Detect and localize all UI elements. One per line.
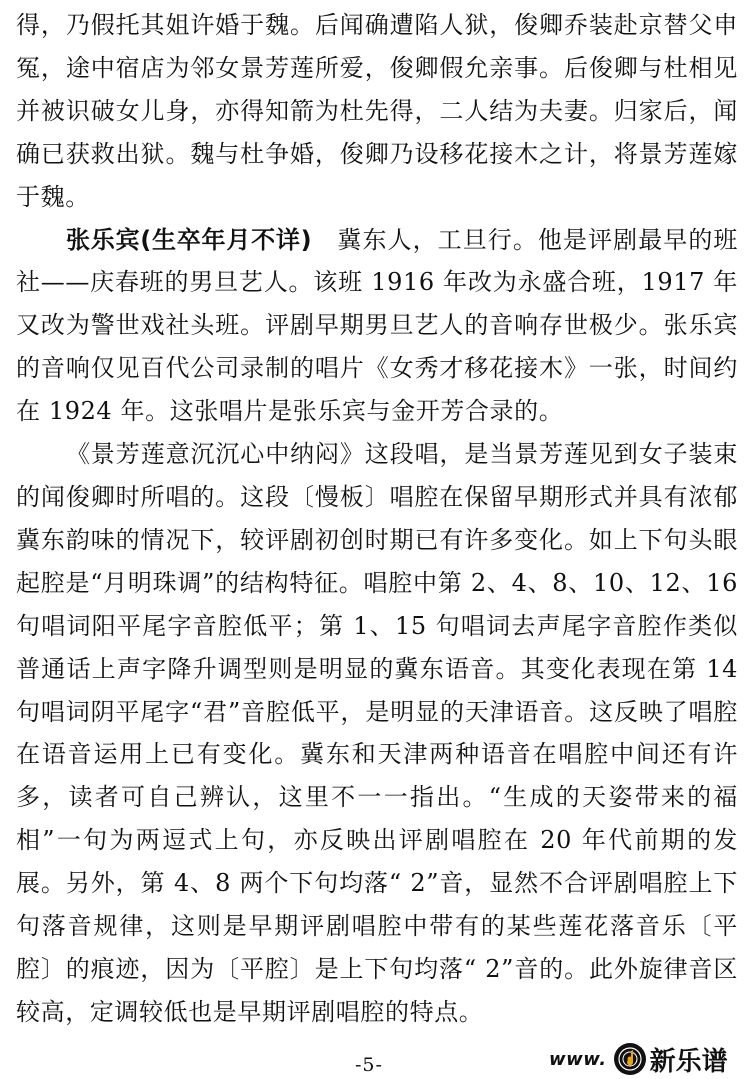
performer-name-heading: 张乐宾(生卒年月不详) (66, 225, 312, 254)
paragraph-story-synopsis: 得，乃假托其姐许婚于魏。后闻确遭陷人狱，俊卿乔装赴京替父申冤，途中宿店为邻女景芳莲所爱，俊卿假允亲事。后俊卿与杜相见并被识破女儿身，亦得知箭为杜先得，二人结为夫妻。归家后，闻确已获救出狱。魏与杜争婚，俊卿乃设移花接木之计，将景芳莲嫁于魏。 (16, 11, 738, 211)
music-note-disc-icon (613, 1042, 647, 1076)
paragraph-aria-analysis: 《景芳莲意沉沉心中纳闷》这段唱，是当景芳莲见到女子装束的闻俊卿时所唱的。这段〔慢板〕唱腔在保留早期形式并具有浓郁冀东韵味的情况下，较评剧初创时期已有许多变化。如上下句头眼起腔是“月明珠调”的结构特征。唱腔中第 2、4、8、10、12、16 句唱词阳平尾字音腔低平；第 1、15 句唱词去声尾字音腔作类似普通话上声字降升调型则是明显的冀东语音。其变化表现在第 14 句唱词阴平尾字“君”音腔低平，是明显的天津语音。这反映了唱腔在语音运用上已有变化。冀东和天津两种语音在唱腔中间还有许多，读者可自己辨认，这里不一一指出。“生成的天姿带来的福相”一句为两逗式上句，亦反映出评剧唱腔在 20 年代前期的发展。另外，第 4、8 两个下句均落“ 2”音，显然不合评剧唱腔上下句落音规律，这则是早期评剧唱腔中带有的某些莲花落音乐〔平腔〕的痕迹，因为〔平腔〕是上下句均落“ 2”音的。此外旋律音区较高，定调较低也是早期评剧唱腔的特点。 (16, 440, 738, 1026)
watermark-url: www. (549, 1048, 607, 1070)
paragraph-performer-bio (16, 219, 738, 434)
site-watermark (549, 1042, 728, 1076)
page-number: -5- (355, 1054, 383, 1076)
document-page (16, 4, 738, 1024)
performer-bio-text: 冀东人，工旦行。他是评剧最早的班社——庆春班的男旦艺人。该班 1916 年改为永盛合班，1917 年又改为警世戏社头班。评剧早期男旦艺人的音响存世极少。张乐宾的音响仅见百代公司录制的唱片《女秀才移花接木》一张，时间约在 1924 年。这张唱片是张乐宾与金开芳合录的。 (16, 225, 738, 426)
watermark-site-name: 新乐谱 (649, 1046, 728, 1077)
